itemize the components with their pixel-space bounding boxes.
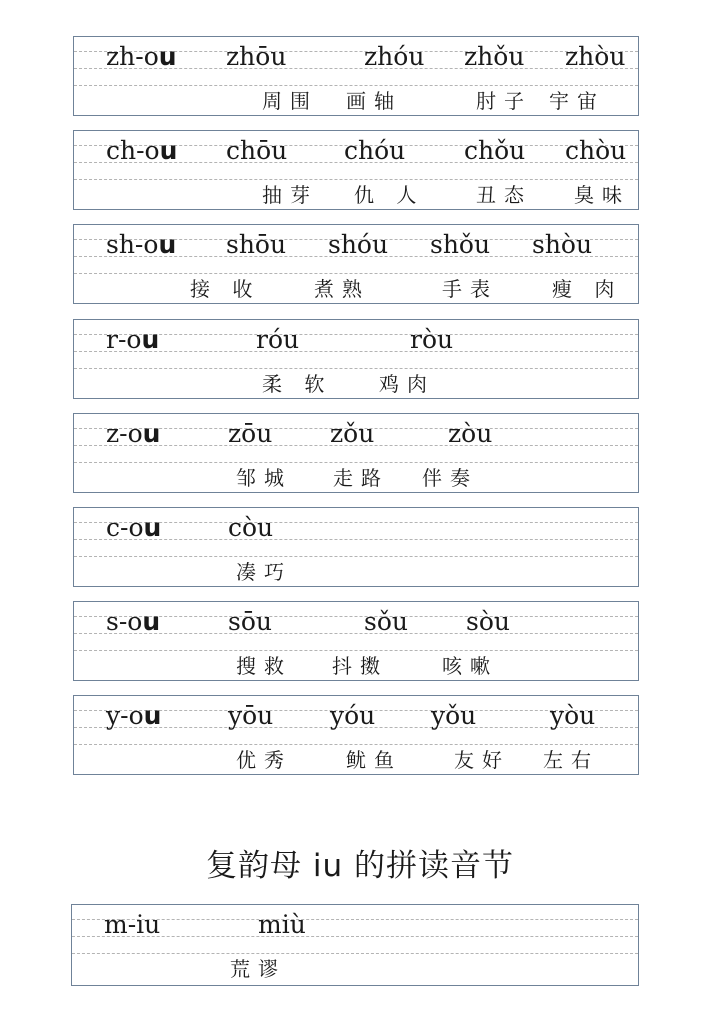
- iu-section-title: 复韵母 iu 的拼读音节: [206, 848, 514, 884]
- example-word: 宇宙: [549, 89, 605, 113]
- pinyin-syllable: zhóu: [364, 42, 425, 71]
- guide-line: [74, 650, 638, 651]
- example-word: 煮熟: [314, 277, 370, 302]
- pinyin-syllable: chǒu: [464, 136, 526, 166]
- pinyin-syllable: yōu: [228, 701, 274, 731]
- pinyin-syllable: zhǒu: [464, 42, 525, 71]
- spelling-initial: ch-o: [106, 136, 160, 166]
- syllable-row: [73, 130, 639, 210]
- spelling-formula: [104, 910, 160, 940]
- example-word: 臭味: [574, 183, 630, 208]
- guide-line: [74, 85, 638, 86]
- pinyin-syllable: còu: [228, 513, 274, 542]
- example-word: 友好: [454, 748, 510, 773]
- spelling-initial: zh-o: [106, 42, 159, 71]
- pinyin-syllable: yǒu: [431, 701, 477, 731]
- example-word: 丑态: [476, 183, 532, 208]
- example-word: 仇 人: [354, 183, 425, 208]
- pinyin-syllable: yóu: [330, 701, 376, 731]
- spelling-initial: sh-o: [106, 230, 159, 260]
- spelling-final-bold: u: [159, 136, 178, 166]
- syllable-row: [73, 507, 639, 587]
- example-word: 抖擞: [332, 654, 388, 679]
- example-word: 瘦 肉: [552, 277, 623, 302]
- syllable-row: [73, 36, 639, 116]
- pinyin-syllable: shōu: [226, 230, 287, 260]
- spelling-final-bold: u: [141, 324, 160, 354]
- spelling-final-bold: u: [158, 42, 177, 71]
- syllable-row: [71, 904, 639, 986]
- spelling-final-bold: u: [158, 230, 177, 260]
- pinyin-syllable: chōu: [226, 136, 288, 166]
- spelling-initial: y-o: [106, 701, 144, 731]
- spelling-final-bold: u: [143, 513, 162, 542]
- pinyin-syllable: sōu: [228, 607, 272, 637]
- spelling-final-bold: u: [142, 607, 161, 637]
- example-word: 肘子: [476, 89, 532, 113]
- pinyin-syllable: miù: [258, 910, 306, 939]
- example-word: 抽芽: [262, 183, 318, 208]
- pinyin-syllable: ròu: [410, 324, 454, 354]
- guide-line: [74, 462, 638, 463]
- example-word: 伴奏: [422, 465, 478, 490]
- example-word: 荒谬: [230, 957, 286, 981]
- example-word: 周围: [262, 89, 318, 113]
- example-word: 凑巧: [236, 560, 292, 584]
- example-word: 咳嗽: [442, 654, 498, 679]
- spelling-initial: z-o: [106, 418, 143, 448]
- syllable-row: [73, 224, 639, 304]
- example-word: 搜救: [236, 654, 292, 679]
- spelling-final-bold: u: [142, 418, 161, 448]
- spelling-initial: r-o: [106, 324, 142, 354]
- spelling-formula: [106, 419, 160, 449]
- pinyin-syllable: yòu: [550, 701, 596, 731]
- syllable-row: [73, 695, 639, 775]
- syllable-row: [73, 413, 639, 493]
- spelling-formula: [106, 42, 177, 72]
- example-word: 邹城: [236, 465, 292, 490]
- spelling-formula: [106, 607, 160, 637]
- pinyin-syllable: shòu: [532, 230, 593, 260]
- spelling-final-bold: u: [143, 701, 162, 731]
- example-word: 左右: [543, 748, 599, 773]
- pinyin-syllable: chóu: [344, 136, 406, 166]
- spelling-formula: [106, 230, 176, 260]
- syllable-row: [73, 601, 639, 681]
- guide-line: [72, 953, 638, 954]
- example-word: 手表: [442, 277, 498, 302]
- spelling-formula: [106, 701, 161, 731]
- spelling-formula: [106, 325, 159, 355]
- example-word: 鱿鱼: [346, 748, 402, 773]
- example-word: 柔 软: [262, 371, 333, 396]
- example-word: 走路: [333, 465, 389, 490]
- pinyin-syllable: shóu: [328, 230, 389, 260]
- syllable-row: [73, 319, 639, 399]
- pinyin-syllable: shǒu: [430, 230, 491, 260]
- pinyin-syllable: sǒu: [364, 607, 408, 637]
- pinyin-syllable: róu: [256, 324, 300, 354]
- guide-line: [74, 368, 638, 369]
- pinyin-syllable: zhòu: [565, 42, 626, 71]
- example-word: 鸡肉: [379, 371, 435, 396]
- pinyin-syllable: sòu: [466, 607, 510, 637]
- pinyin-syllable: zǒu: [330, 418, 375, 448]
- guide-line: [74, 179, 638, 180]
- pinyin-syllable: zōu: [228, 418, 273, 448]
- example-word: 优秀: [236, 748, 292, 773]
- guide-line: [74, 744, 638, 745]
- spelling-formula: [106, 136, 177, 166]
- guide-line: [74, 273, 638, 274]
- guide-line: [74, 556, 638, 557]
- spelling-formula: [106, 513, 161, 543]
- pinyin-syllable: zhōu: [226, 42, 287, 71]
- example-word: 画轴: [346, 89, 402, 113]
- spelling-initial: m-iu: [104, 910, 161, 939]
- example-word: 接 收: [190, 277, 261, 302]
- spelling-initial: s-o: [106, 607, 143, 637]
- pinyin-syllable: zòu: [448, 418, 493, 448]
- pinyin-syllable: chòu: [565, 136, 627, 166]
- spelling-initial: c-o: [106, 513, 144, 542]
